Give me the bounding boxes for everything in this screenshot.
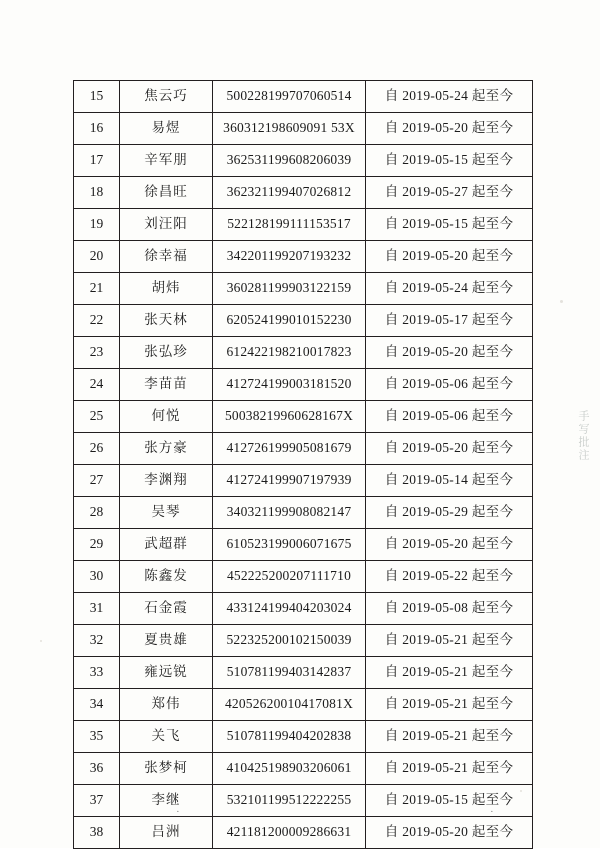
table-row: [74, 177, 533, 209]
table-row: [74, 209, 533, 241]
row-index: 35: [74, 721, 120, 753]
row-name: 张方豪: [120, 433, 213, 465]
row-period: 自 2019-05-17 起至今: [366, 305, 533, 337]
row-id-number: 360281199903122159: [213, 273, 366, 305]
row-id-number: 362531199608206039: [213, 145, 366, 177]
table-row: [74, 465, 533, 497]
row-period: 自 2019-05-20 起至今: [366, 241, 533, 273]
row-index: 18: [74, 177, 120, 209]
row-period: 自 2019-05-21 起至今: [366, 689, 533, 721]
row-id-number: 433124199404203024: [213, 593, 366, 625]
row-period: 自 2019-05-20 起至今: [366, 337, 533, 369]
row-index: 19: [74, 209, 120, 241]
row-id-number: 410425198903206061: [213, 753, 366, 785]
row-index: 29: [74, 529, 120, 561]
row-index: 32: [74, 625, 120, 657]
row-index: 30: [74, 561, 120, 593]
row-id-number: 522325200102150039: [213, 625, 366, 657]
table-row: [74, 145, 533, 177]
table-row: [74, 721, 533, 753]
row-index: 31: [74, 593, 120, 625]
row-name: 徐幸福: [120, 241, 213, 273]
row-id-number: 412724199907197939: [213, 465, 366, 497]
row-index: 20: [74, 241, 120, 273]
row-name: 石金霞: [120, 593, 213, 625]
row-name: 焦云巧: [120, 81, 213, 113]
row-name: 李继: [120, 785, 213, 817]
row-period: 自 2019-05-06 起至今: [366, 401, 533, 433]
row-index: 23: [74, 337, 120, 369]
table-row: [74, 529, 533, 561]
table-row: [74, 625, 533, 657]
scan-speck: [40, 640, 42, 642]
table-body: [74, 81, 533, 849]
scan-speck: [560, 300, 563, 303]
row-period: 自 2019-05-27 起至今: [366, 177, 533, 209]
row-index: 25: [74, 401, 120, 433]
row-index: 33: [74, 657, 120, 689]
row-period: 自 2019-05-29 起至今: [366, 497, 533, 529]
table-row: [74, 817, 533, 849]
row-period: 自 2019-05-20 起至今: [366, 529, 533, 561]
row-name: 关飞: [120, 721, 213, 753]
row-name: 李苗苗: [120, 369, 213, 401]
table-row: [74, 753, 533, 785]
table-row: [74, 561, 533, 593]
row-id-number: 532101199512222255: [213, 785, 366, 817]
row-index: 36: [74, 753, 120, 785]
row-index: 21: [74, 273, 120, 305]
row-name: 郑伟: [120, 689, 213, 721]
row-period: 自 2019-05-15 起至今: [366, 785, 533, 817]
row-period: 自 2019-05-06 起至今: [366, 369, 533, 401]
row-period: 自 2019-05-21 起至今: [366, 625, 533, 657]
row-period: 自 2019-05-21 起至今: [366, 657, 533, 689]
row-id-number: 412726199905081679: [213, 433, 366, 465]
row-id-number: 421181200009286631: [213, 817, 366, 849]
row-name: 李渊翔: [120, 465, 213, 497]
row-period: 自 2019-05-22 起至今: [366, 561, 533, 593]
row-name: 雍远锐: [120, 657, 213, 689]
row-id-number: 510781199403142837: [213, 657, 366, 689]
roster-table: [73, 80, 533, 849]
row-period: 自 2019-05-21 起至今: [366, 721, 533, 753]
margin-handwriting-note: 手写批注: [577, 410, 589, 462]
scan-speck: [520, 790, 522, 792]
table-row: [74, 433, 533, 465]
row-period: 自 2019-05-24 起至今: [366, 273, 533, 305]
row-name: 吴琴: [120, 497, 213, 529]
row-id-number: 412724199003181520: [213, 369, 366, 401]
row-period: 自 2019-05-08 起至今: [366, 593, 533, 625]
table-row: [74, 241, 533, 273]
row-id-number: 610523199006071675: [213, 529, 366, 561]
row-id-number: 362321199407026812: [213, 177, 366, 209]
row-index: 27: [74, 465, 120, 497]
row-index: 26: [74, 433, 120, 465]
row-name: 武超群: [120, 529, 213, 561]
row-name: 易煜: [120, 113, 213, 145]
row-name: 张弘珍: [120, 337, 213, 369]
table-row: [74, 497, 533, 529]
row-name: 陈鑫发: [120, 561, 213, 593]
row-period: 自 2019-05-24 起至今: [366, 81, 533, 113]
row-index: 37: [74, 785, 120, 817]
row-id-number: 342201199207193232: [213, 241, 366, 273]
table-row: [74, 593, 533, 625]
row-index: 22: [74, 305, 120, 337]
row-name: 张天林: [120, 305, 213, 337]
row-index: 28: [74, 497, 120, 529]
roster-table-container: [73, 80, 528, 849]
table-row: [74, 689, 533, 721]
table-row: [74, 305, 533, 337]
row-index: 38: [74, 817, 120, 849]
footer-mark-right: ·: [490, 806, 494, 818]
row-name: 夏贵雄: [120, 625, 213, 657]
row-index: 34: [74, 689, 120, 721]
row-id-number: 340321199908082147: [213, 497, 366, 529]
row-name: 张梦柯: [120, 753, 213, 785]
row-id-number: 360312198609091 53X: [213, 113, 366, 145]
row-id-number: 42052620010417081X: [213, 689, 366, 721]
row-period: 自 2019-05-14 起至今: [366, 465, 533, 497]
row-period: 自 2019-05-15 起至今: [366, 145, 533, 177]
row-name: 徐昌旺: [120, 177, 213, 209]
row-id-number: 612422198210017823: [213, 337, 366, 369]
table-row: [74, 401, 533, 433]
row-index: 17: [74, 145, 120, 177]
row-period: 自 2019-05-15 起至今: [366, 209, 533, 241]
table-row: [74, 273, 533, 305]
footer-mark-left: ·: [176, 806, 180, 818]
row-id-number: 620524199010152230: [213, 305, 366, 337]
table-row: [74, 657, 533, 689]
row-id-number: 452225200207111710: [213, 561, 366, 593]
row-id-number: 50038219960628167X: [213, 401, 366, 433]
row-period: 自 2019-05-21 起至今: [366, 753, 533, 785]
page-footer-marks: [0, 806, 600, 820]
row-period: 自 2019-05-20 起至今: [366, 433, 533, 465]
table-row: [74, 113, 533, 145]
row-period: 自 2019-05-20 起至今: [366, 817, 533, 849]
row-index: 16: [74, 113, 120, 145]
table-row: [74, 337, 533, 369]
row-id-number: 522128199111153517: [213, 209, 366, 241]
table-row: [74, 81, 533, 113]
row-index: 15: [74, 81, 120, 113]
row-id-number: 500228199707060514: [213, 81, 366, 113]
table-row: [74, 369, 533, 401]
row-index: 24: [74, 369, 120, 401]
row-period: 自 2019-05-20 起至今: [366, 113, 533, 145]
row-name: 何悦: [120, 401, 213, 433]
row-name: 辛军朋: [120, 145, 213, 177]
row-id-number: 510781199404202838: [213, 721, 366, 753]
row-name: 吕洲: [120, 817, 213, 849]
row-name: 胡炜: [120, 273, 213, 305]
row-name: 刘汪阳: [120, 209, 213, 241]
